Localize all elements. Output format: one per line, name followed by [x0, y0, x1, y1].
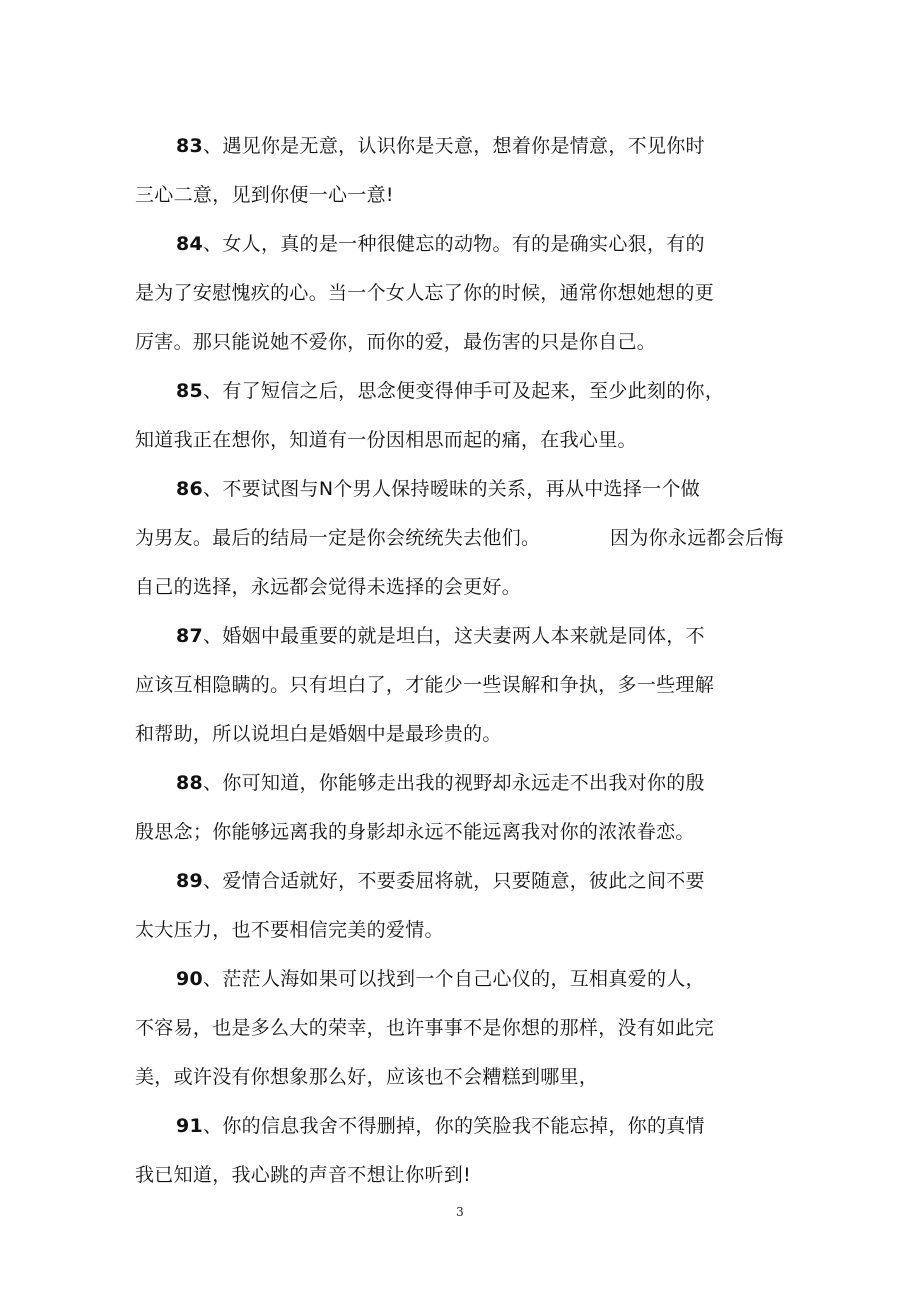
paragraph-84-line-2: 是为了安慰愧疚的心。当一个女人忘了你的时候，通常你想她想的更 — [135, 282, 715, 304]
paragraph-text: 、你的信息我舍不得删掉，你的笑脸我不能忘掉，你的真情 — [203, 1115, 705, 1137]
paragraph-84-line-1 — [176, 232, 705, 256]
paragraph-91-line-2: 我已知道，我心跳的声音不想让你听到! — [135, 1164, 472, 1186]
paragraph-text: 、有了短信之后，思念便变得伸手可及起来，至少此刻的你， — [203, 380, 725, 402]
page-number: 3 — [456, 1205, 464, 1219]
paragraph-83-line-2: 三心二意，见到你便一心一意! — [135, 184, 394, 206]
paragraph-number: 87 — [176, 625, 204, 647]
paragraph-number: 83 — [176, 135, 204, 157]
paragraph-88-line-2: 殷思念；你能够远离我的身影却永远不能远离我对你的浓浓眷恋。 — [135, 821, 695, 843]
paragraph-90-line-1 — [176, 967, 705, 991]
paragraph-text: 、女人，真的是一种很健忘的动物。有的是确实心狠，有的 — [203, 233, 705, 255]
paragraph-89-line-1 — [176, 869, 705, 893]
paragraph-85-line-2: 知道我正在想你，知道有一份因相思而起的痛，在我心里。 — [135, 429, 637, 451]
paragraph-number: 84 — [176, 233, 204, 255]
paragraph-text: 、遇见你是无意，认识你是天意，想着你是情意，不见你时 — [203, 135, 705, 157]
paragraph-88-line-1 — [176, 771, 705, 795]
paragraph-85-line-1 — [176, 379, 724, 403]
paragraph-86-line-3: 自己的选择，永远都会觉得未选择的会更好。 — [135, 576, 522, 598]
paragraph-86-line-2: 为男友。最后的结局一定是你会统统失去他们。 因为你永远都会后悔 — [135, 527, 784, 549]
paragraph-text: 、你可知道，你能够走出我的视野却永远走不出我对你的殷 — [203, 772, 705, 794]
paragraph-89-line-2: 太大压力，也不要相信完美的爱情。 — [135, 919, 444, 941]
paragraph-text: 、婚姻中最重要的就是坦白，这夫妻两人本来就是同体，不 — [203, 625, 705, 647]
paragraph-number: 88 — [176, 772, 204, 794]
paragraph-86-line-1 — [176, 477, 700, 501]
paragraph-text: 、爱情合适就好，不要委屈将就，只要随意，彼此之间不要 — [203, 870, 705, 892]
paragraph-number: 89 — [176, 870, 204, 892]
paragraph-90-line-2: 不容易，也是多么大的荣幸，也许事事不是你想的那样，没有如此完 — [135, 1017, 715, 1039]
paragraph-84-line-3: 厉害。那只能说她不爱你，而你的爱，最伤害的只是你自己。 — [135, 331, 657, 353]
paragraph-87-line-3: 和帮助，所以说坦白是婚姻中是最珍贵的。 — [135, 723, 502, 745]
paragraph-90-line-3: 美，或许没有你想象那么好，应该也不会糟糕到哪里， — [135, 1066, 599, 1088]
paragraph-83-line-1 — [176, 134, 705, 158]
paragraph-number: 91 — [176, 1115, 204, 1137]
paragraph-87-line-2: 应该互相隐瞒的。只有坦白了，才能少一些误解和争执，多一些理解 — [135, 674, 715, 696]
paragraph-number: 90 — [176, 968, 204, 990]
paragraph-number: 85 — [176, 380, 204, 402]
paragraph-91-line-1 — [176, 1114, 705, 1138]
paragraph-text: 、茫茫人海如果可以找到一个自己心仪的，互相真爱的人， — [203, 968, 705, 990]
paragraph-number: 86 — [176, 478, 204, 500]
paragraph-text: 、不要试图与N个男人保持暧昧的关系，再从中选择一个做 — [203, 478, 701, 500]
paragraph-87-line-1 — [176, 624, 705, 648]
